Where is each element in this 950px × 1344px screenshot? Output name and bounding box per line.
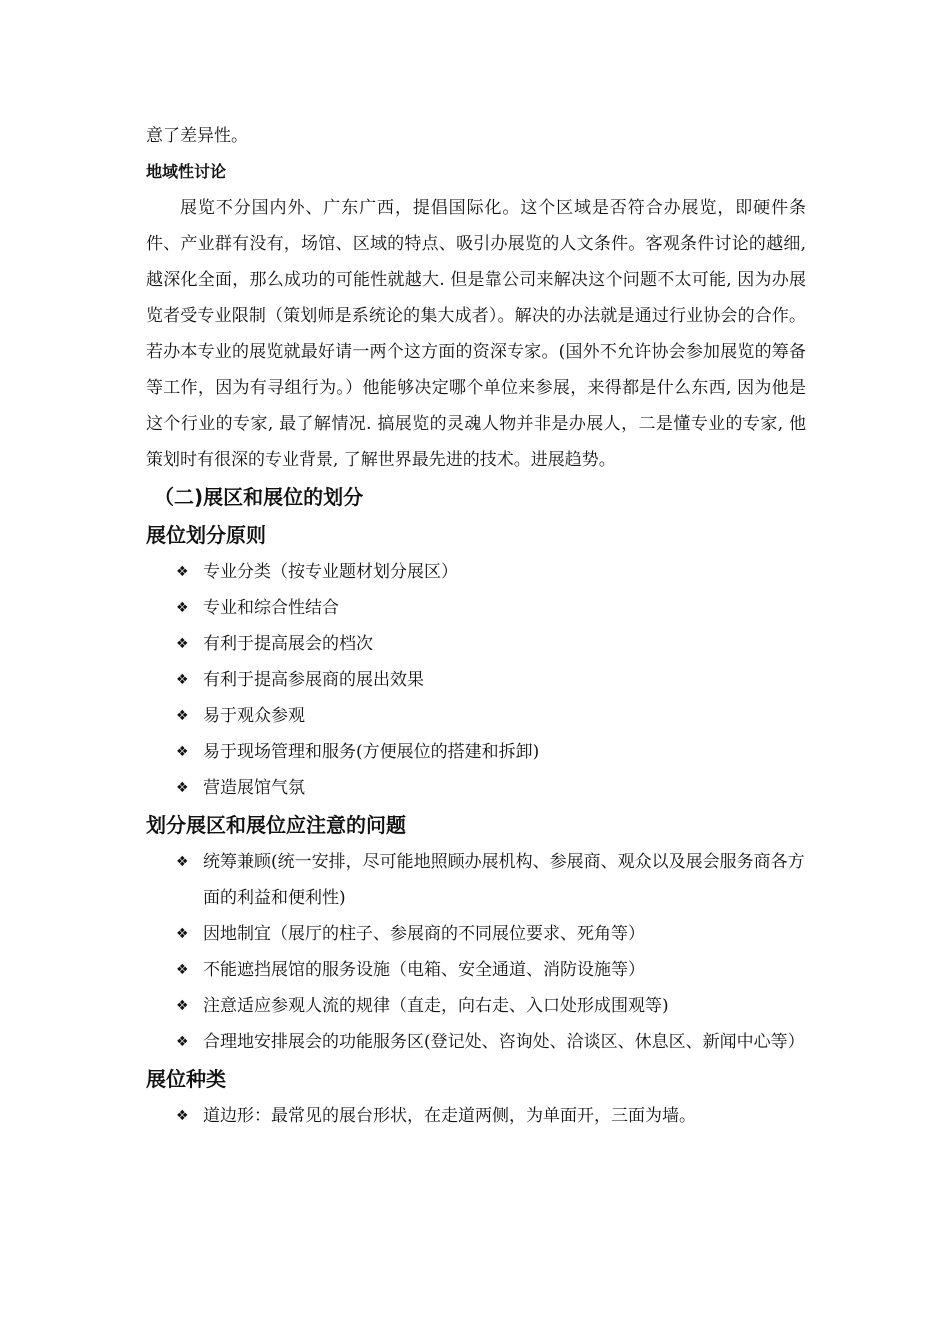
diamond-bullet-icon: ❖ xyxy=(176,708,189,724)
list-item: ❖ 易于观众参观 xyxy=(176,698,806,734)
diamond-bullet-icon: ❖ xyxy=(176,600,189,616)
diamond-bullet-icon: ❖ xyxy=(176,564,189,580)
diamond-bullet-icon: ❖ xyxy=(176,854,189,870)
list-item: ❖ 专业和综合性结合 xyxy=(176,590,806,626)
list-item: ❖ 道边形：最常见的展台形状，在走道两侧，为单面开，三面为墙。 xyxy=(176,1098,806,1134)
document-page xyxy=(146,118,806,1134)
regional-heading: 地域性讨论 xyxy=(146,162,227,181)
list-item: ❖ 注意适应参观人流的规律（直走，向右走、入口处形成围观等) xyxy=(176,988,806,1024)
diamond-bullet-icon: ❖ xyxy=(176,780,189,796)
diamond-bullet-icon: ❖ xyxy=(176,636,189,652)
booth-types-heading: 展位种类 xyxy=(146,1067,226,1091)
list-item: ❖ 因地制宜（展厅的柱子、参展商的不同展位要求、死角等） xyxy=(176,916,806,952)
issues-heading: 划分展区和展位应注意的问题 xyxy=(146,813,406,837)
list-item: ❖ 有利于提高展会的档次 xyxy=(176,626,806,662)
diamond-bullet-icon: ❖ xyxy=(176,962,189,978)
section-2-title: （二)展区和展位的划分 xyxy=(154,485,364,509)
diamond-bullet-icon: ❖ xyxy=(176,1108,189,1124)
diamond-bullet-icon: ❖ xyxy=(176,744,189,760)
diamond-bullet-icon: ❖ xyxy=(176,998,189,1014)
regional-body: 展览不分国内外、广东广西，提倡国际化。这个区域是否符合办展览，即硬件条件、产业群有没有，场馆、区域的特点、吸引办展览的人文条件。客观条件讨论的越细, 越深化全面，那么成功的可能性就越大. 但是靠公司来解决这个问题不太可能, 因为办展览者受专业限制（策划师是系统论的集大成者）。解决的办法就是通过行业协会的合作。若办本专业的展览就最好请一两个这方面的资深专家。(国外不允许协会参加展览的筹备等工作，因为有寻组行为。）他能够决定哪个单位来参展，来得都是什么东西, 因为他是这个行业的专家, 最了解情况. 搞展览的灵魂人物并非是办展人，二是懂专业的专家, 他策划时有很深的专业背景, 了解世界最先进的技术。进展趋势。 xyxy=(146,198,806,470)
booth-types-list xyxy=(146,1098,806,1134)
principles-heading: 展位划分原则 xyxy=(146,523,266,547)
list-item: ❖ 不能遮挡展馆的服务设施（电箱、安全通道、消防设施等） xyxy=(176,952,806,988)
diamond-bullet-icon: ❖ xyxy=(176,926,189,942)
intro-tail-text: 意了差异性。 xyxy=(146,126,248,146)
list-item: ❖ 统筹兼顾(统一安排，尽可能地照顾办展机构、参展商、观众以及展会服务商各方面的利益和便利性) xyxy=(176,844,806,916)
issues-list xyxy=(146,844,806,1060)
diamond-bullet-icon: ❖ xyxy=(176,672,189,688)
list-item: ❖ 营造展馆气氛 xyxy=(176,770,806,806)
principles-list xyxy=(146,554,806,806)
diamond-bullet-icon: ❖ xyxy=(176,1034,189,1050)
list-item: ❖ 合理地安排展会的功能服务区(登记处、咨询处、洽谈区、休息区、新闻中心等） xyxy=(176,1024,806,1060)
list-item: ❖ 有利于提高参展商的展出效果 xyxy=(176,662,806,698)
list-item: ❖ 易于现场管理和服务(方便展位的搭建和拆卸) xyxy=(176,734,806,770)
list-item: ❖ 专业分类（按专业题材划分展区） xyxy=(176,554,806,590)
